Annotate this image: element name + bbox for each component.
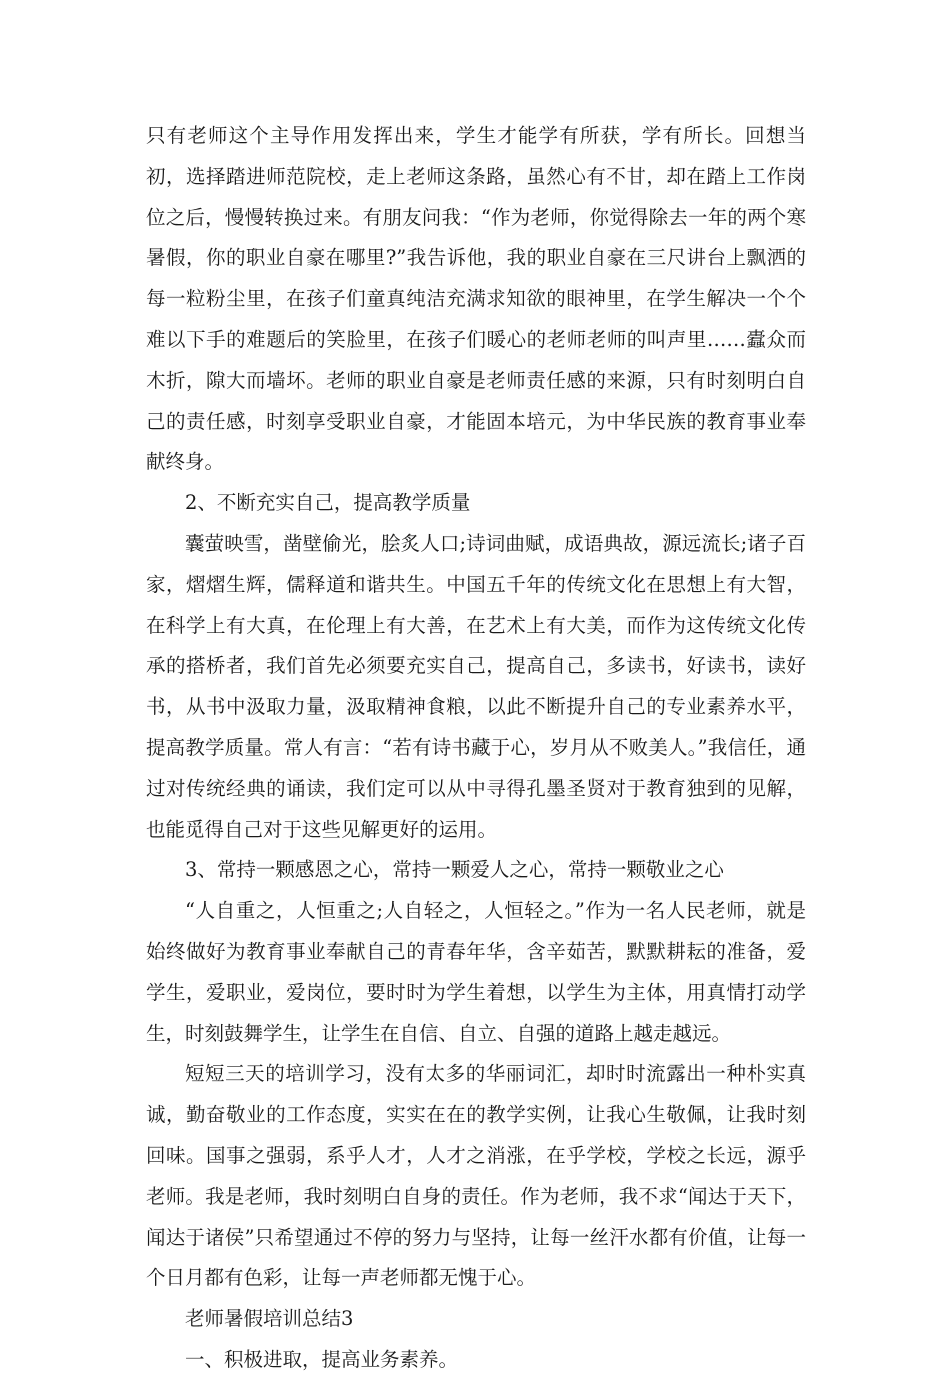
document-body: [146, 116, 806, 1381]
body-paragraph: 短短三天的培训学习，没有太多的华丽词汇，却时时流露出一种朴实真诚，勤奋敬业的工作态度，实实在在的教学实例，让我心生敬佩，让我时刻回味。国事之强弱，系乎人才，人才之消涨，在乎学校，学校之长远，源乎老师。我是老师，我时刻明白自身的责任。作为老师，我不求“闻达于天下，闻达于诸侯”只希望通过不停的努力与坚持，让每一丝汗水都有价值，让每一个日月都有色彩，让每一声老师都无愧于心。: [146, 1062, 806, 1290]
article-title: 老师暑假培训总结3: [185, 1307, 354, 1331]
body-paragraph: 囊萤映雪，凿壁偷光，脍炙人口;诗词曲赋，成语典故，源远流长;诸子百家，熠熠生辉，儒释道和谐共生。中国五千年的传统文化在思想上有大智，在科学上有大真，在伦理上有大善，在艺术上有大美，而作为这传统文化传承的搭桥者，我们首先必须要充实自己，提高自己，多读书，好读书，读好书，从书中汲取力量，汲取精神食粮，以此不断提升自己的专业素养水平，提高教学质量。常人有言：“若有诗书藏于心，岁月从不败美人。”我信任，通过对传统经典的诵读，我们定可以从中寻得孔墨圣贤对于教育独到的见解，也能觅得自己对于这些见解更好的运用。: [146, 531, 806, 841]
section-heading-3: 3、常持一颗感恩之心，常持一颗爱人之心，常持一颗敬业之心: [185, 858, 724, 882]
body-paragraph-continued: 只有老师这个主导作用发挥出来，学生才能学有所获，学有所长。回想当初，选择踏进师范院校，走上老师这条路，虽然心有不甘，却在踏上工作岗位之后，慢慢转换过来。有朋友问我：“作为老师，你觉得除去一年的两个寒暑假，你的职业自豪在哪里?”我告诉他，我的职业自豪在三尺讲台上飘洒的每一粒粉尘里，在孩子们童真纯洁充满求知欲的眼神里，在学生解决一个个难以下手的难题后的笑脸里，在孩子们暖心的老师老师的叫声里……蠹众而木折，隙大而墙坏。老师的职业自豪是老师责任感的来源，只有时刻明白自己的责任感，时刻享受职业自豪，才能固本培元，为中华民族的教育事业奉献终身。: [146, 124, 806, 474]
section-heading-1: 一、积极进取，提高业务素养。: [185, 1347, 459, 1371]
body-paragraph: “人自重之，人恒重之;人自轻之，人恒轻之。”作为一名人民老师，就是始终做好为教育事业奉献自己的青春年华，含辛茹苦，默默耕耘的准备，爱学生，爱职业，爱岗位，要时时为学生着想，以学生为主体，用真情打动学生，时刻鼓舞学生，让学生在自信、自立、自强的道路上越走越远。: [146, 899, 806, 1045]
section-heading-2: 2、不断充实自己，提高教学质量: [185, 491, 471, 515]
